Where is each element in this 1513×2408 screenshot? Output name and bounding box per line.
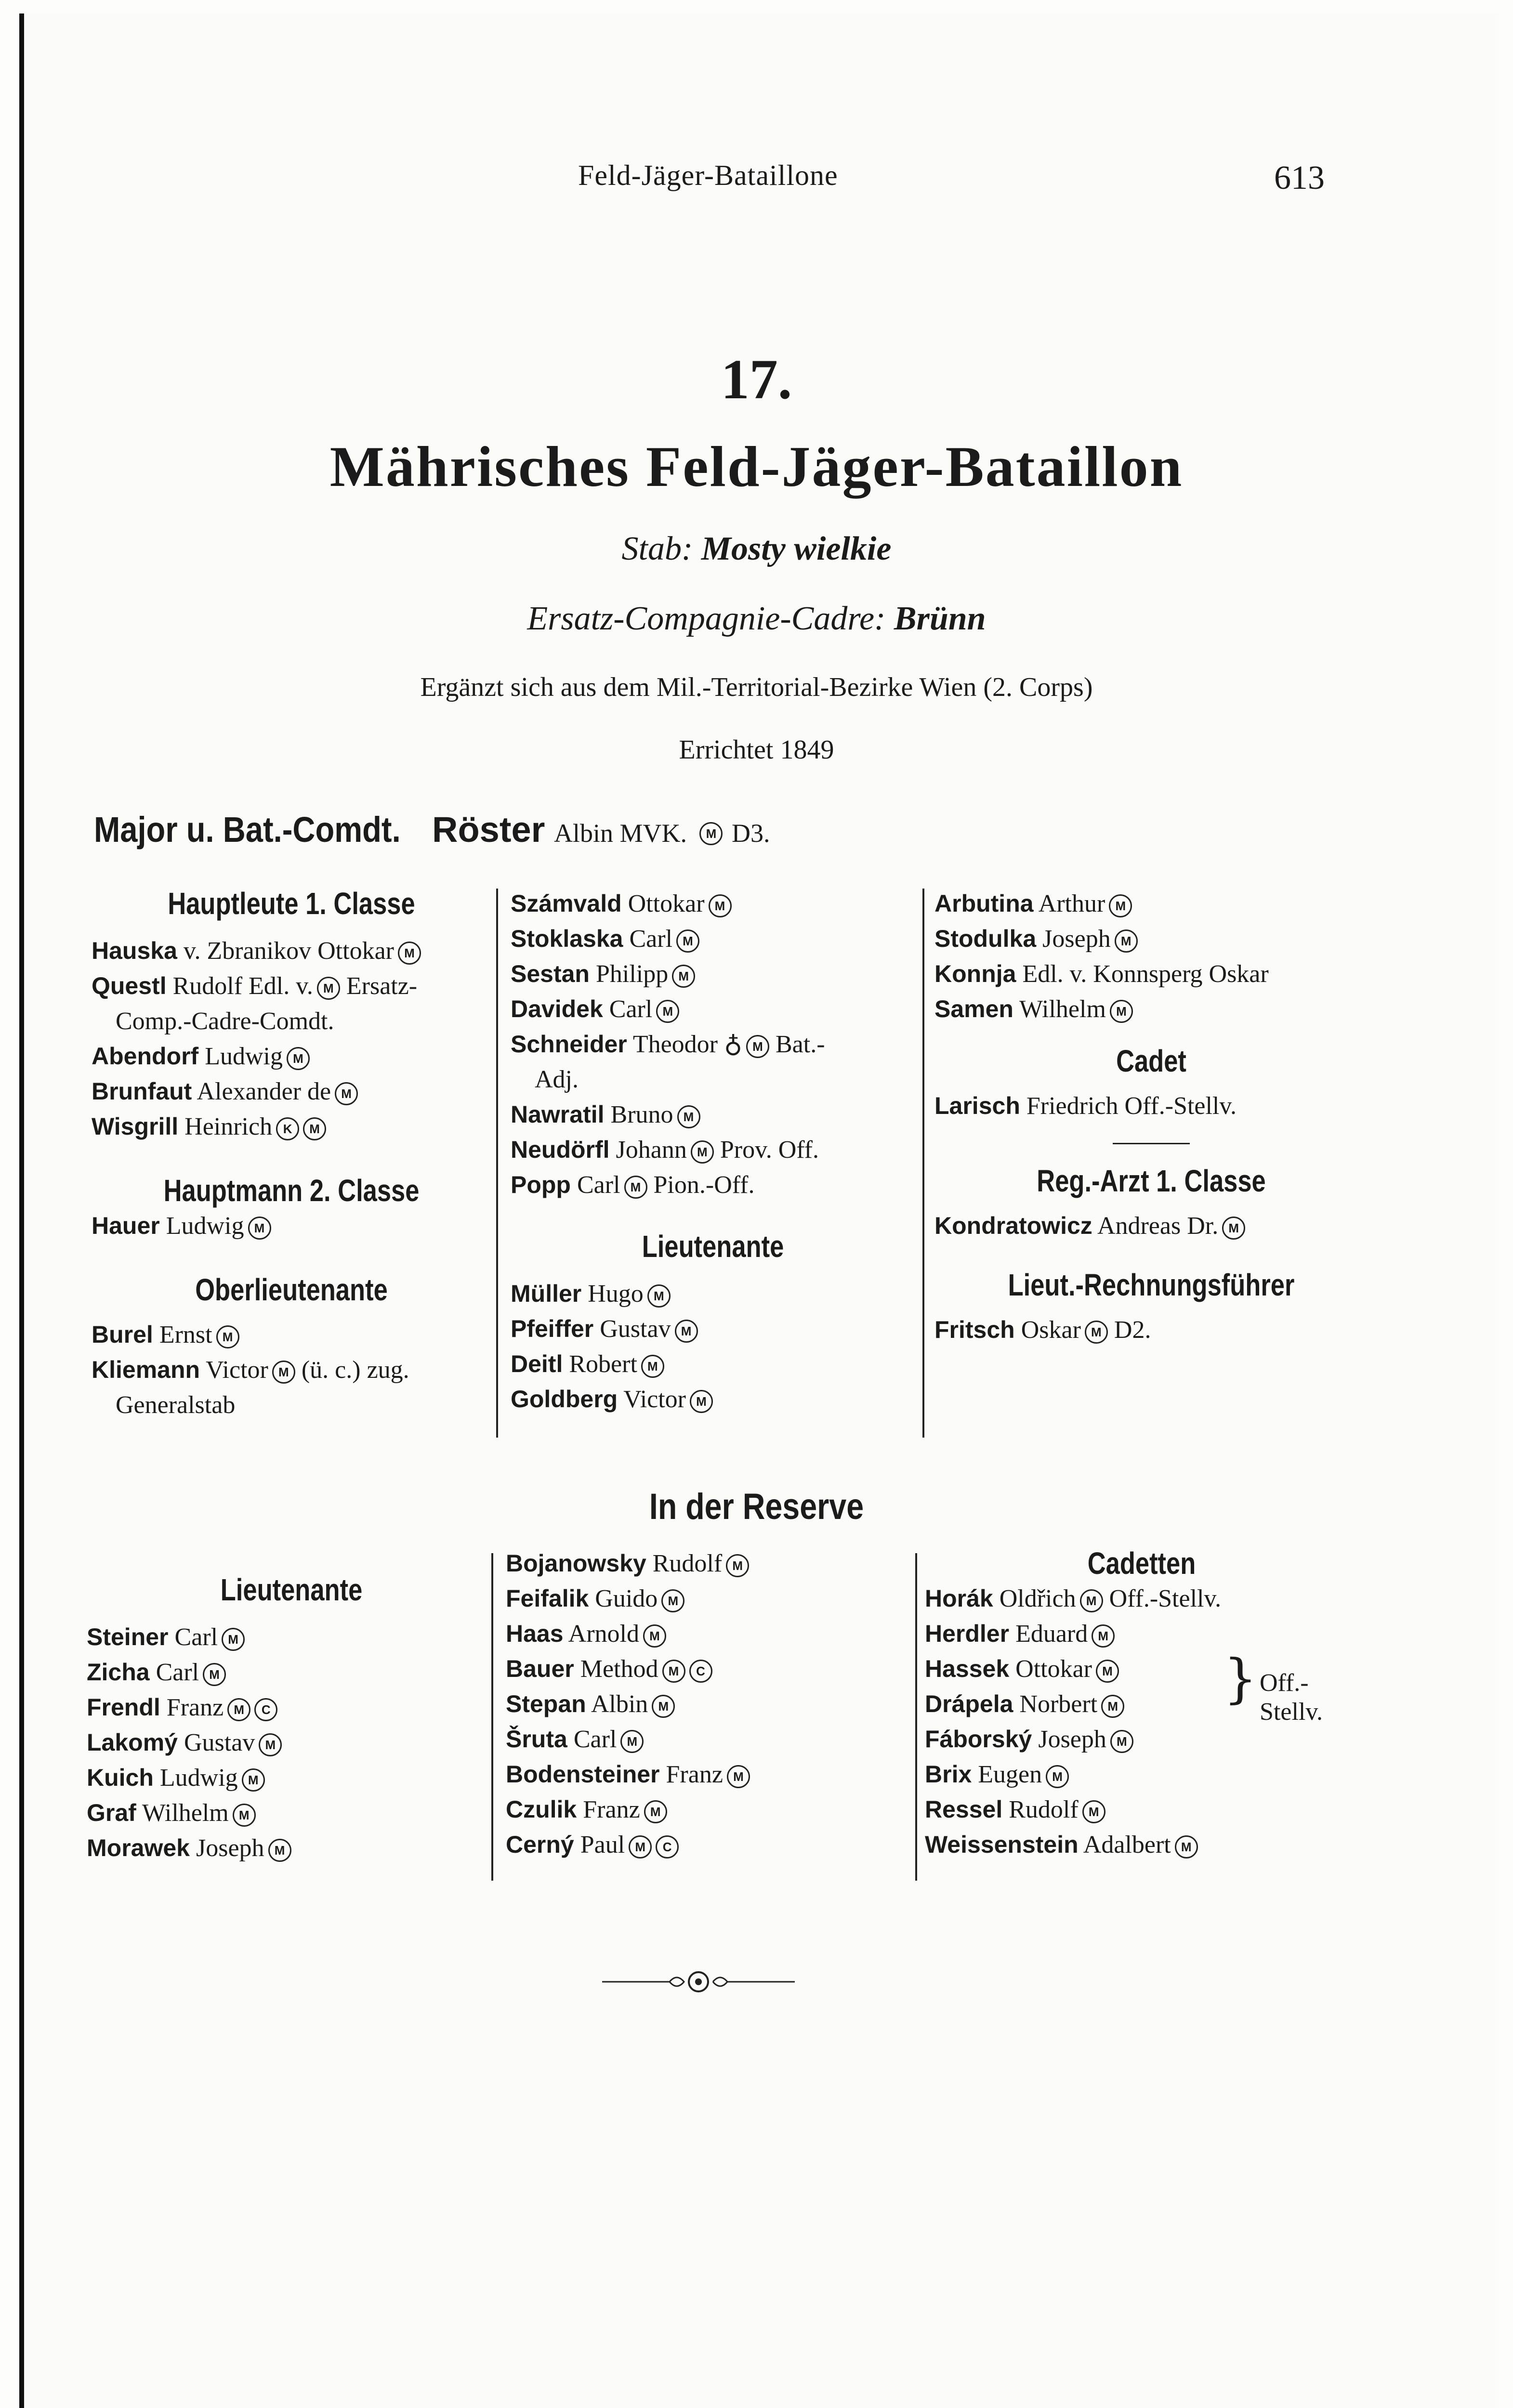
officer-surname: Weissenstein (925, 1831, 1079, 1858)
cadre-place: Brünn (894, 600, 986, 637)
officer-entry (87, 1831, 496, 1866)
m-mark-icon: M (1092, 1624, 1115, 1648)
section-heading: Lieutenante (642, 1229, 784, 1264)
officer-given-name: Gustav (600, 1315, 671, 1343)
officer-given-name: Carl (156, 1659, 199, 1686)
officer-given-name: Victor (623, 1386, 686, 1413)
officer-note: Prov. Off. (720, 1136, 819, 1164)
officer-entry (511, 1027, 915, 1062)
m-mark-icon: M (233, 1804, 256, 1827)
stab-place: Mosty wielkie (701, 530, 892, 567)
m-mark-icon: M (672, 965, 695, 988)
officer-entry (92, 1109, 491, 1144)
officer-note: Ersatz- (346, 972, 418, 1000)
m-mark-icon: M (675, 1320, 698, 1343)
officer-entry (87, 1760, 496, 1795)
officer-given-name: Ottokar (1015, 1655, 1092, 1683)
officer-given-name: Joseph (1038, 1726, 1106, 1753)
officer-given-name: Gustav (184, 1729, 255, 1756)
m-mark-icon: M (287, 1047, 310, 1070)
officer-given-name: Franz (583, 1796, 640, 1823)
officer-given-name: Carl (577, 1171, 620, 1199)
officer-surname: Schneider (511, 1031, 627, 1058)
officer-given-name: Joseph (1042, 925, 1111, 953)
running-head: Feld-Jäger-Bataillone (578, 159, 838, 191)
m-mark-icon: M (620, 1730, 644, 1753)
k-mark-icon: K (276, 1117, 299, 1140)
officer-given-name: Ludwig (205, 1043, 283, 1070)
officer-entry (92, 1317, 491, 1352)
officer-given-name: Theodor ♁ (632, 1031, 742, 1058)
m-mark-icon: M (1115, 929, 1138, 953)
m-mark-icon: M (1109, 894, 1132, 917)
officer-given-name: Eduard (1015, 1620, 1088, 1648)
officer-surname: Fritsch (934, 1316, 1015, 1343)
m-mark-icon: M (647, 1284, 671, 1308)
officer-surname: Drápela (925, 1690, 1013, 1717)
officer-given-name: Heinrich (184, 1113, 273, 1140)
officer-surname: Pfeiffer (511, 1315, 594, 1342)
officer-given-name: Rudolf (652, 1550, 723, 1577)
m-mark-icon: M (1046, 1765, 1069, 1788)
officer-surname: Questl (92, 972, 167, 999)
officer-surname: Wisgrill (92, 1113, 179, 1140)
page-header (0, 159, 1513, 202)
officer-given-name: Robert (569, 1350, 637, 1378)
section-heading: Reg.-Arzt 1. Classe (1037, 1164, 1266, 1198)
officer-entry (92, 1039, 491, 1074)
officer-entry (92, 968, 491, 1004)
officer-given-name: Edl. v. Konnsperg Oskar (1022, 960, 1269, 988)
officer-entry (511, 1382, 915, 1417)
officer-entry (92, 1074, 491, 1109)
officer-list (92, 1208, 491, 1243)
m-mark-icon: M (1080, 1589, 1103, 1612)
officer-entry (511, 992, 915, 1027)
reserve-column-2 (506, 1546, 920, 1862)
commander-line (94, 809, 770, 851)
officer-entry (92, 1352, 491, 1387)
officer-given-name: Oldřich (999, 1585, 1076, 1612)
officer-given-name: Johann (616, 1136, 687, 1164)
officer-surname: Samen (934, 995, 1013, 1022)
officer-entry (87, 1655, 496, 1690)
section-heading: Hauptmann 2. Classe (163, 1173, 420, 1208)
commander-surname: Röster (432, 810, 545, 850)
officer-entry (511, 1167, 915, 1203)
officer-entry (934, 921, 1368, 956)
m-mark-icon: M (1085, 1321, 1108, 1344)
battalion-number: 17. (721, 348, 792, 411)
m-mark-icon: M (656, 1000, 679, 1023)
officer-surname: Számvald (511, 890, 622, 917)
officer-entry (925, 1757, 1358, 1792)
brace-line: Off.- (1260, 1669, 1309, 1697)
officer-list (92, 933, 491, 1144)
reserve-title: In der Reserve (649, 1486, 864, 1527)
officer-given-name: Victor (206, 1356, 268, 1384)
officer-entry (506, 1757, 920, 1792)
commander-given: Albin MVK. (553, 819, 687, 848)
battalion-title: Mährisches Feld-Jäger-Bataillon (329, 434, 1184, 498)
officer-surname: Brunfaut (92, 1078, 192, 1105)
officer-entry (506, 1581, 920, 1616)
officer-entry (511, 1132, 915, 1167)
officer-list (511, 1276, 915, 1417)
m-mark-icon: M (203, 1663, 226, 1686)
m-mark-icon: M (317, 977, 340, 1000)
m-mark-icon: M (691, 1140, 714, 1164)
officer-entry (934, 956, 1368, 992)
officer-given-name: Philipp (595, 960, 669, 988)
officer-given-name: Ludwig (159, 1764, 238, 1792)
m-mark-icon: M (676, 929, 699, 953)
officer-given-name: Ernst (159, 1321, 212, 1348)
officer-surname: Haas (506, 1620, 564, 1647)
officer-entry (506, 1792, 920, 1827)
m-mark-icon: M (1082, 1800, 1105, 1823)
officer-list (934, 1312, 1368, 1348)
continuation-line: Generalstab (116, 1391, 236, 1419)
stab-label: Stab: (621, 530, 693, 567)
column-rule (496, 889, 498, 1438)
officer-entry (511, 921, 915, 956)
m-mark-icon: M (398, 942, 421, 965)
officer-list (506, 1546, 920, 1862)
officer-surname: Bojanowsky (506, 1550, 646, 1577)
officer-given-name: Ottokar (628, 890, 705, 917)
officer-surname: Brix (925, 1761, 972, 1788)
officer-surname: Kuich (87, 1764, 154, 1791)
m-mark-icon: M (1175, 1835, 1198, 1858)
ornament-icon (597, 1965, 800, 1999)
officer-entry (934, 1208, 1368, 1243)
officer-entry (934, 886, 1368, 921)
officer-given-name: Adalbert (1083, 1831, 1171, 1858)
officer-entry (925, 1827, 1358, 1862)
officer-surname: Goldberg (511, 1386, 618, 1413)
officer-surname: Graf (87, 1799, 136, 1826)
officer-surname: Abendorf (92, 1043, 199, 1070)
officer-surname: Feifalik (506, 1585, 589, 1612)
officer-given-name: Andreas Dr. (1097, 1212, 1219, 1240)
officer-note: (ü. c.) zug. (301, 1356, 409, 1384)
officer-surname: Davidek (511, 995, 603, 1022)
officer-surname: Kondratowicz (934, 1212, 1092, 1239)
m-mark-icon: M (1101, 1695, 1124, 1718)
officer-given-name: Alexander de (197, 1078, 331, 1105)
officer-list (511, 886, 915, 1203)
m-mark-icon: M (272, 1361, 295, 1384)
column-2 (511, 886, 915, 1417)
m-mark-icon: M (699, 822, 723, 845)
officer-surname: Herdler (925, 1620, 1010, 1647)
officer-entry (506, 1827, 920, 1862)
officer-entry (934, 1312, 1368, 1348)
officer-entry (511, 956, 915, 992)
officer-surname: Hassek (925, 1655, 1010, 1682)
officer-entry (925, 1581, 1358, 1616)
officer-surname: Stoklaska (511, 925, 623, 952)
continuation-line: Comp.-Cadre-Comdt. (116, 1008, 334, 1035)
officer-surname: Bodensteiner (506, 1761, 660, 1788)
officer-entry (934, 1088, 1368, 1124)
officer-surname: Frendl (87, 1694, 160, 1721)
officer-given-name: Carl (174, 1623, 218, 1651)
erganzt-line: Ergänzt sich aus dem Mil.-Territorial-Bezirke Wien (2. Corps) (420, 672, 1093, 702)
officer-entry (511, 1276, 915, 1311)
m-mark-icon: M (1110, 1730, 1133, 1753)
officer-list (934, 1208, 1368, 1243)
m-mark-icon: M (227, 1698, 250, 1721)
m-mark-icon: M (641, 1355, 664, 1378)
m-mark-icon: M (652, 1695, 675, 1718)
officer-surname: Stepan (506, 1690, 586, 1717)
officer-entry (511, 1311, 915, 1347)
officer-given-name: Eugen (978, 1761, 1042, 1788)
m-mark-icon: M (746, 1035, 769, 1058)
cadet-brace-note (1224, 1648, 1323, 1727)
officer-surname: Czulik (506, 1796, 577, 1823)
m-mark-icon: M (1222, 1217, 1245, 1240)
officer-surname: Sestan (511, 960, 590, 987)
officer-given-name: Wilhelm (1019, 995, 1106, 1023)
officer-given-name: Carl (629, 925, 673, 953)
officer-surname: Konnja (934, 960, 1016, 987)
officer-surname: Morawek (87, 1834, 190, 1861)
m-mark-icon: M (335, 1082, 358, 1105)
officer-surname: Ressel (925, 1796, 1003, 1823)
c-mark-icon: C (656, 1835, 679, 1858)
officer-given-name: Bruno (610, 1101, 673, 1128)
officer-list (934, 1088, 1368, 1124)
officer-given-name: Rudolf (1009, 1796, 1079, 1823)
officer-given-name: Guido (595, 1585, 658, 1612)
officer-given-name: Franz (166, 1694, 224, 1721)
m-mark-icon: M (677, 1105, 700, 1128)
section-heading: Lieutenante (220, 1572, 363, 1607)
officer-entry (934, 992, 1368, 1027)
officer-entry (87, 1725, 496, 1760)
officer-given-name: Wilhelm (142, 1799, 229, 1827)
m-mark-icon: M (661, 1589, 684, 1612)
commander-rank: Major u. Bat.-Comdt. (94, 810, 401, 850)
officer-entry (925, 1722, 1358, 1757)
m-mark-icon: M (259, 1733, 282, 1756)
column-3 (934, 886, 1368, 1348)
m-mark-icon: M (1110, 1000, 1133, 1023)
reserve-column-1 (87, 1551, 496, 1866)
officer-surname: Kliemann (92, 1356, 200, 1383)
m-mark-icon: M (248, 1217, 271, 1240)
continuation-line: Adj. (535, 1066, 579, 1093)
cadre-line (0, 600, 1513, 638)
officer-surname: Müller (511, 1280, 582, 1307)
officer-note: Bat.- (775, 1031, 825, 1058)
officer-note: Off.-Stellv. (1109, 1585, 1222, 1612)
officer-surname: Stodulka (934, 925, 1037, 952)
officer-list (934, 886, 1368, 1027)
divider (1113, 1143, 1190, 1144)
officer-entry (87, 1690, 496, 1725)
officer-entry (506, 1616, 920, 1651)
officer-surname: Bauer (506, 1655, 574, 1682)
officer-entry (511, 886, 915, 921)
officer-given-name: Franz (666, 1761, 723, 1788)
officer-surname: Neudörfl (511, 1136, 610, 1163)
officer-note: Off.-Stellv. (1124, 1092, 1237, 1120)
officer-surname: Hauer (92, 1212, 160, 1239)
officer-surname: Horák (925, 1585, 993, 1612)
section-heading: Cadetten (1087, 1546, 1196, 1581)
officer-surname: Larisch (934, 1092, 1020, 1119)
officer-given-name: Rudolf Edl. v. (172, 972, 313, 1000)
officer-note: D2. (1114, 1316, 1151, 1344)
officer-given-name: Friedrich (1026, 1092, 1118, 1120)
officer-given-name: Albin (591, 1690, 648, 1718)
officer-given-name: Arnold (568, 1620, 639, 1648)
stab-line (0, 530, 1513, 568)
officer-surname: Deitl (511, 1350, 563, 1377)
brace-line: Stellv. (1260, 1698, 1323, 1726)
officer-given-name: Hugo (588, 1280, 644, 1308)
officer-given-name: Arthur (1038, 890, 1105, 917)
m-mark-icon: M (242, 1768, 265, 1792)
column-1 (92, 886, 491, 1423)
officer-surname: Steiner (87, 1623, 169, 1650)
m-mark-icon: M (644, 1800, 667, 1823)
cadre-label: Ersatz-Compagnie-Cadre: (527, 600, 886, 637)
column-rule (922, 889, 924, 1438)
reserve-heading-row (0, 1486, 1513, 1528)
page-number: 613 (1274, 159, 1325, 196)
commander-suffix: D3. (731, 819, 770, 848)
officer-entry (506, 1687, 920, 1722)
officer-surname: Cerný (506, 1831, 574, 1858)
m-mark-icon: M (662, 1660, 685, 1683)
officer-list (87, 1620, 496, 1866)
m-mark-icon: M (222, 1628, 245, 1651)
officer-entry (511, 1097, 915, 1132)
officer-given-name: Method (580, 1655, 658, 1683)
officer-given-name: Carl (609, 995, 653, 1023)
m-mark-icon: M (268, 1839, 291, 1862)
officer-given-name: v. Zbranikov Ottokar (183, 937, 394, 965)
officer-entry (92, 1208, 491, 1243)
officer-given-name: Paul (580, 1831, 625, 1858)
section-heading: Cadet (1116, 1044, 1186, 1078)
officer-surname: Šruta (506, 1726, 567, 1753)
officer-note: Pion.-Off. (653, 1171, 755, 1199)
officer-given-name: Joseph (196, 1834, 264, 1862)
section-heading: Oberlieutenante (195, 1272, 388, 1307)
m-mark-icon: M (624, 1176, 647, 1199)
officer-surname: Fáborský (925, 1726, 1032, 1753)
officer-entry (925, 1792, 1358, 1827)
officer-surname: Hauska (92, 937, 177, 964)
section-heading: Lieut.-Rechnungsführer (1008, 1268, 1295, 1302)
m-mark-icon: M (303, 1117, 326, 1140)
officer-entry (87, 1795, 496, 1831)
m-mark-icon: M (690, 1390, 713, 1413)
officer-surname: Popp (511, 1171, 571, 1198)
m-mark-icon: M (216, 1325, 239, 1348)
errichtet-line: Errichtet 1849 (679, 735, 834, 765)
officer-entry (925, 1616, 1358, 1651)
officer-given-name: Ludwig (166, 1212, 244, 1240)
officer-given-name: Carl (573, 1726, 617, 1753)
officer-surname: Burel (92, 1321, 153, 1348)
m-mark-icon: M (629, 1835, 652, 1858)
m-mark-icon: M (1096, 1660, 1119, 1683)
m-mark-icon: M (709, 894, 732, 917)
m-mark-icon: M (643, 1624, 666, 1648)
section-heading: Hauptleute 1. Classe (168, 886, 415, 921)
officer-surname: Arbutina (934, 890, 1034, 917)
officer-entry (511, 1347, 915, 1382)
officer-surname: Nawratil (511, 1101, 605, 1128)
officer-entry (506, 1546, 920, 1581)
officer-given-name: Oskar (1021, 1316, 1081, 1344)
c-mark-icon: C (254, 1698, 277, 1721)
officer-entry (506, 1651, 920, 1687)
c-mark-icon: C (689, 1660, 712, 1683)
officer-surname: Zicha (87, 1659, 150, 1686)
officer-entry (506, 1722, 920, 1757)
officer-given-name: Norbert (1019, 1690, 1098, 1718)
m-mark-icon: M (727, 1765, 750, 1788)
officer-entry (92, 933, 491, 968)
officer-list (92, 1317, 491, 1423)
m-mark-icon: M (726, 1554, 749, 1577)
officer-surname: Lakomý (87, 1729, 178, 1756)
brace-icon: } (1224, 1648, 1257, 1709)
officer-entry (87, 1620, 496, 1655)
